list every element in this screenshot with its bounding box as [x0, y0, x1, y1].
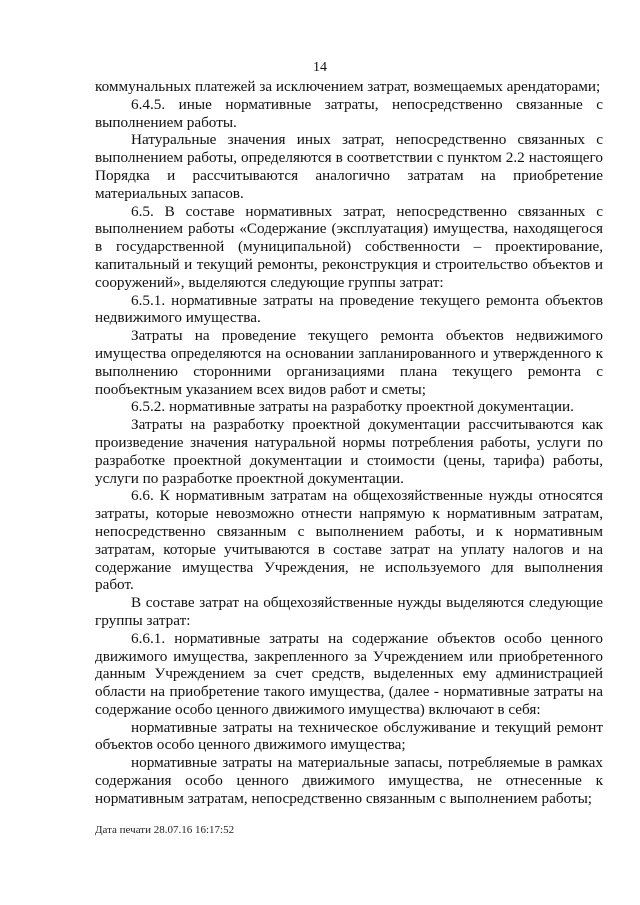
- page-number: 14: [313, 60, 327, 75]
- paragraph-3: Натуральные значения иных затрат, непосредственно связанных с выполнением работы, определяются в соответствии с пунктом 2.2 настоящего Порядка и рассчитываются аналогично затратам на приобретение материальных запасов.: [95, 131, 603, 202]
- paragraph-4: 6.5. В составе нормативных затрат, непосредственно связанных с выполнением работы «Содержание (эксплуатация) имущества, находящегося в государственной (муниципальной) собственности – проектирование, капитальный и текущий ремонты, реконструкция и строительство объектов и сооружений», выделяются следующие группы затрат:: [95, 202, 603, 291]
- paragraph-2: 6.4.5. иные нормативные затраты, непосредственно связанные с выполнением работы.: [95, 95, 603, 131]
- document-body: [95, 78, 603, 808]
- paragraph-11: 6.6.1. нормативные затраты на содержание объектов особо ценного движимого имущества, закрепленного за Учреждением или приобретенного данным Учреждением за счет средств, выделенных ему администрацией области на приобретение такого имущества, (далее - нормативные затраты на содержание особо ценного движимого имущества) включают в себя:: [95, 629, 603, 718]
- paragraph-5: 6.5.1. нормативные затраты на проведение текущего ремонта объектов недвижимого имущества.: [95, 291, 603, 327]
- paragraph-9: 6.6. К нормативным затратам на общехозяйственные нужды относятся затраты, которые невозможно отнести напрямую к нормативным затратам, непосредственно связанным с выполнением работы, и к нормативным затратам, которые учитываются в составе затрат на уплату налогов и на содержание имущества Учреждения, не используемого для выполнения работ.: [95, 487, 603, 594]
- paragraph-1: коммунальных платежей за исключением затрат, возмещаемых арендаторами;: [95, 78, 601, 95]
- paragraph-13: нормативные затраты на материальные запасы, потребляемые в рамках содержания особо ценного движимого имущества, не отнесенные к нормативным затратам, непосредственно связанным с выполнением работы;: [95, 754, 603, 807]
- paragraph-10: В составе затрат на общехозяйственные нужды выделяются следующие группы затрат:: [95, 594, 603, 629]
- paragraph-7: 6.5.2. нормативные затраты на разработку проектной документации.: [131, 398, 574, 416]
- paragraph-6: Затраты на проведение текущего ремонта объектов недвижимого имущества определяются на основании запланированного и утвержденного к выполнению сторонними организациями плана текущего ремонта с пообъектным указанием всех видов работ и сметы;: [95, 327, 603, 398]
- paragraph-12: нормативные затраты на техническое обслуживание и текущий ремонт объектов особо ценного движимого имущества;: [95, 718, 603, 754]
- print-date: Дата печати 28.07.16 16:17:52: [95, 824, 235, 836]
- paragraph-8: Затраты на разработку проектной документации рассчитываются как произведение значения натуральной нормы потребления работы, услуги по разработке проектной документации и стоимости (цены, тарифа) работы, услуги по разработке проектной документации.: [95, 416, 603, 487]
